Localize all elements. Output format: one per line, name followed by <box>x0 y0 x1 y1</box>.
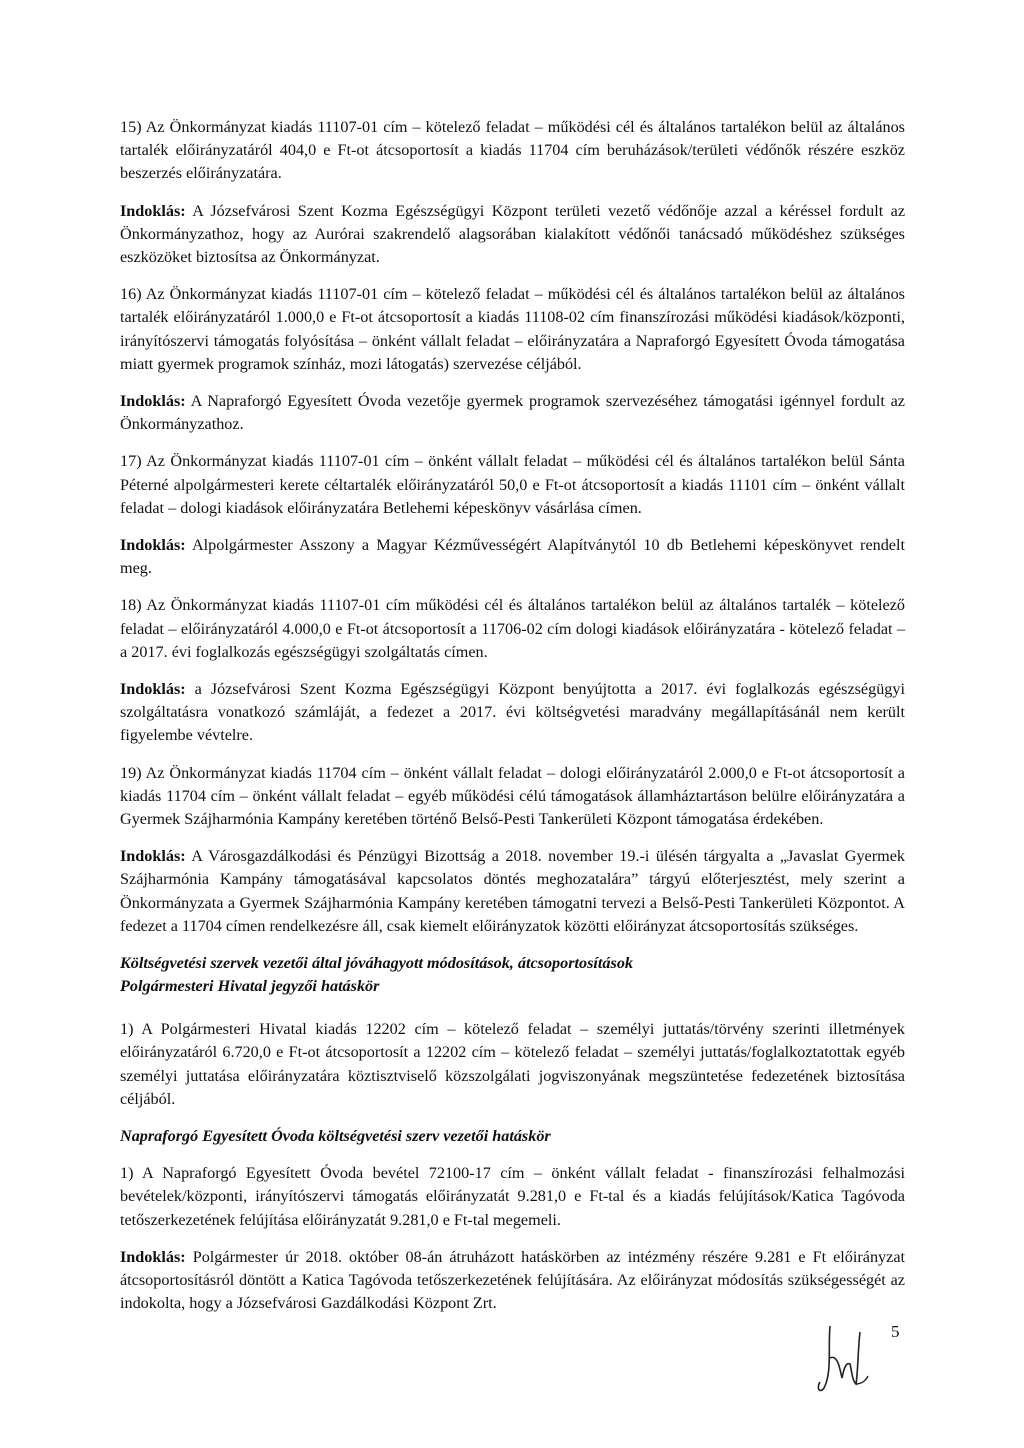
justification-label: Indoklás: <box>120 536 186 555</box>
section-heading-line2: Polgármesteri Hivatal jegyzői hatáskör <box>120 977 380 996</box>
item-18: 18) Az Önkormányzat kiadás 11107-01 cím működési cél és általános tartalékon belül az általános tartalék – kötelező feladat – előirányzatáról 4.000,0 e Ft-ot átcsoportosít a 11706-02 cím dologi kiadások előirányzatára - kötelező feladat – a 2017. évi foglalkozás egészségügyi szolgáltatás címen. <box>120 596 905 661</box>
document-page <box>120 116 905 1329</box>
page-number: 5 <box>891 1322 900 1341</box>
section-heading-line1: Költségvetési szervek vezetői által jóváhagyott módosítások, átcsoportosítások <box>120 954 634 973</box>
section2-justification-1: Indoklás: Polgármester úr 2018. október 08-án átruházott hatáskörben az intézmény részére 9.281 e Ft előirányzat átcsoportosításról döntött a Katica Tagóvoda tetőszerkezetének felújítására. Az előirányzat módosítás szükségességét az indokolta, hogy a Józsefvárosi Gazdálkodási Központ Zrt. <box>120 1247 905 1313</box>
justification-label: Indoklás: <box>120 392 186 411</box>
justification-16: Indoklás: A Napraforgó Egyesített Óvoda vezetője gyermek programok szervezéséhez támogatási igénnyel fordult az Önkormányzathoz. <box>120 392 905 434</box>
justification-19: Indoklás: A Városgazdálkodási és Pénzügyi Bizottság a 2018. november 19.-i ülésén tárgyalta a „Javaslat Gyermek Szájharmónia Kampány támogatásával kapcsolatos döntés meghozatalára” tárgyú előterjesztést, mely szerint a Önkormányzata a Gyermek Szájharmónia Kampány keretében támogatni tervezi a Belső-Pesti Tankerületi Központot. A fedezet a 11704 címen rendelkezésre áll, csak kiemelt előirányzatok közötti előirányzat átcsoportosítás szükséges. <box>120 847 905 935</box>
justification-15: Indoklás: A Józsefvárosi Szent Kozma Egészségügyi Központ területi vezető védőnője azzal a kéréssel fordult az Önkormányzathoz, hogy az Aurórai szakrendelő alagsorában kialakított védőnői tanácsadó működéshez szükséges eszközöket biztosítsa az Önkormányzat. <box>120 201 905 267</box>
section-heading-kindergarten: Napraforgó Egyesített Óvoda költségvetési szerv vezetői hatáskör <box>120 1126 551 1145</box>
section-heading-budget-organs <box>120 952 905 998</box>
justification-17: Indoklás: Alpolgármester Asszony a Magyar Kézművességért Alapítványtól 10 db Betlehemi képeskönyvet rendelt meg. <box>120 536 905 578</box>
item-19: 19) Az Önkormányzat kiadás 11704 cím – önként vállalt feladat – dologi előirányzatáról 2.000,0 e Ft-ot átcsoportosít a kiadás 11704 cím – önként vállalt feladat – egyéb működési célú támogatások államháztartáson belülre előirányzatára a Gyermek Szájharmónia Kampány keretében történő Belső-Pesti Tankerületi Központ támogatása érdekében. <box>120 763 905 829</box>
justification-label: Indoklás: <box>120 201 186 220</box>
justification-label: Indoklás: <box>120 680 186 699</box>
section2-item-1: 1) A Napraforgó Egyesített Óvoda bevétel 72100-17 cím – önként vállalt feladat - finanszírozási felhalmozási bevételek/központi, irányítószervi támogatás előirányzatát 9.281,0 e Ft-tal és a kiadás felújítások/Katica Tagóvoda tetőszerkezetének felújítása előirányzatát 9.281,0 e Ft-tal megemeli. <box>120 1164 905 1229</box>
section1-item-1: 1) A Polgármesteri Hivatal kiadás 12202 cím – kötelező feladat – személyi juttatás/törvény szerinti illetmények előirányzatáról 6.720,0 e Ft-ot átcsoportosít a 12202 cím – kötelező feladat – személyi juttatás/foglalkoztatottak egyéb személyi juttatása előirányzatára köztisztviselő közszolgálati jogviszonyának megszüntetése fedezetének biztosítása céljából. <box>120 1020 905 1108</box>
item-15: 15) Az Önkormányzat kiadás 11107-01 cím – kötelező feladat – működési cél és általános tartalékon belül az általános tartalék előirányzatáról 404,0 e Ft-ot átcsoportosít a kiadás 11704 cím beruházások/területi védőnők részére eszköz beszerzés előirányzatára. <box>120 118 905 183</box>
item-16: 16) Az Önkormányzat kiadás 11107-01 cím – kötelező feladat – működési cél és általános tartalékon belül az általános tartalék előirányzatáról 1.000,0 e Ft-ot átcsoportosít a kiadás 11108-02 cím finanszírozási működési kiadások/központi, irányítószervi támogatás folyósítása – önként vállalt feladat – előirányzatára a Napraforgó Egyesített Óvoda támogatása miatt gyermek programok színház, mozi látogatás) szervezése céljából. <box>120 285 905 373</box>
justification-label: Indoklás: <box>120 847 186 866</box>
justification-18: Indoklás: a Józsefvárosi Szent Kozma Egészségügyi Központ benyújtotta a 2017. évi foglalkozás egészségügyi szolgáltatásra vonatkozó számláját, a fedezet a 2017. évi költségvetési maradvány megállapításánál nem került figyelembe vévtelre. <box>120 680 905 745</box>
justification-label: Indoklás: <box>120 1247 186 1266</box>
item-17: 17) Az Önkormányzat kiadás 11107-01 cím – önként vállalt feladat – működési cél és általános tartalékon belül Sánta Péterné alpolgármesteri kerete céltartalék előirányzatáról 50,0 e Ft-ot átcsoportosít a kiadás 11101 cím – önként vállalt feladat – dologi kiadások előirányzatára Betlehemi képeskönyv vásárlása címen. <box>120 452 905 517</box>
handwritten-signature <box>812 1318 872 1398</box>
